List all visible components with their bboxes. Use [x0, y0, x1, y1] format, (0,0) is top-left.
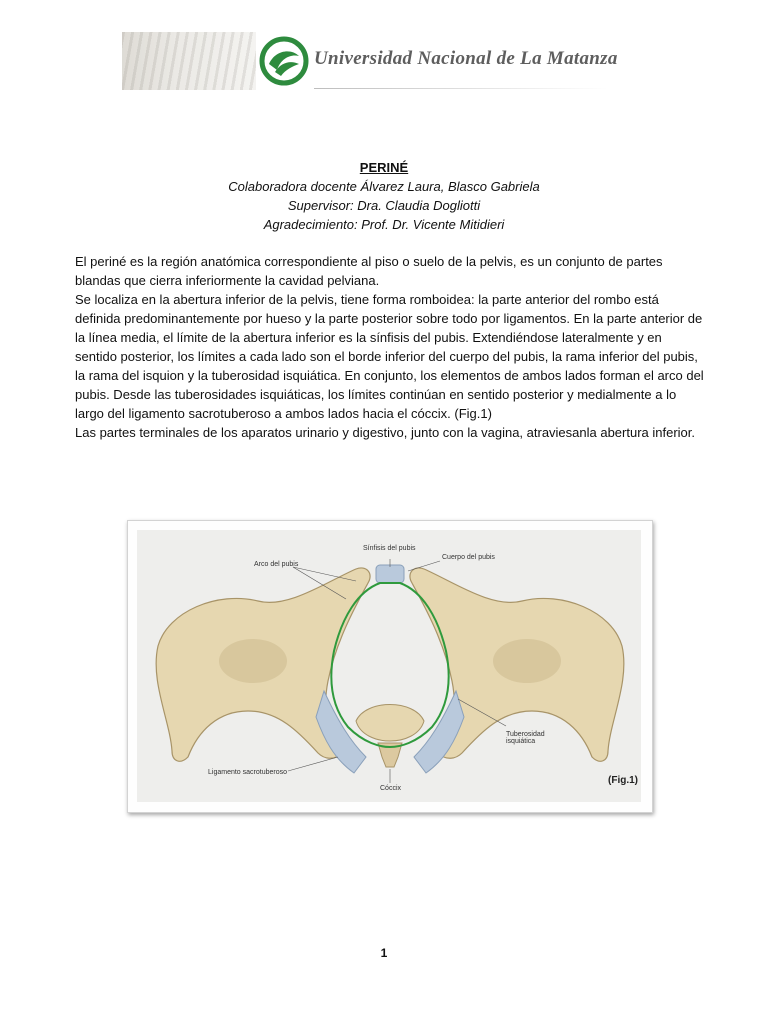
label-cuerpo: Cuerpo del pubis [442, 554, 495, 561]
sacrum [356, 705, 424, 742]
header-rule [314, 88, 608, 89]
title-block [0, 158, 768, 234]
body-paragraph: Se localiza en la abertura inferior de la pelvis, tiene forma romboidea: la parte anterior del rombo está definida predominantemente por hueso y la parte posterior sobre todo por ligamentos. En la parte anterior de la línea media, el límite de la abertura inferior es la sínfisis del pubis. Extendiéndose lateralmente y en sentido posterior, los límites a cada lado son el borde inferior del cuerpo del pubis, la rama inferior del pubis, la rama del isquion y la tuberosidad isquiática. En conjunto, los elementos de ambos lados forman el arco del pubis. Desde las tuberosidades isquiáticas, los límites continúan en sentido posterior y medialmente a lo largo del ligamento sacrotuberoso a ambos lados hacia el cóccix. (Fig.1) [75, 292, 704, 421]
supervisor-line: Supervisor: Dra. Claudia Dogliotti [287, 198, 481, 213]
left-sacrotuberous-ligament [316, 691, 366, 773]
pelvis-illustration [128, 521, 652, 812]
figure-caption: (Fig.1) [608, 775, 638, 786]
label-ligamento: Ligamento sacrotuberoso [208, 769, 287, 776]
acknowledgement-line: Agradecimiento: Prof. Dr. Vicente Mitidieri [263, 217, 505, 232]
label-sinfisis: Sínfisis del pubis [363, 545, 416, 552]
university-logo-icon [259, 36, 309, 86]
label-tuberosidad-line1: Tuberosidad [506, 731, 545, 738]
label-coccix: Cóccix [380, 785, 402, 792]
university-name: Universidad Nacional de La Matanza [314, 48, 618, 69]
label-tuberosidad [506, 731, 545, 745]
campus-photo [122, 32, 256, 90]
page-title: PERINÉ [359, 160, 409, 175]
page-number: 1 [380, 946, 388, 960]
label-arco: Arco del pubis [254, 561, 299, 568]
collaborators-line: Colaboradora docente Álvarez Laura, Blasco Gabriela [228, 179, 540, 194]
right-sacrotuberous-ligament [414, 691, 464, 773]
label-tuberosidad-line2: isquiática [506, 738, 536, 745]
body-text [75, 252, 705, 442]
body-paragraph: El periné es la región anatómica correspondiente al piso o suelo de la pelvis, es un conjunto de partes blandas que cierra inferiormente la cavidad pelviana. [75, 254, 663, 288]
pubic-symphysis [376, 565, 404, 583]
pelvis-figure [127, 520, 653, 813]
header-banner [122, 30, 618, 92]
body-paragraph: Las partes terminales de los aparatos urinario y digestivo, junto con la vagina, atraviesanla abertura inferior. [75, 425, 696, 440]
